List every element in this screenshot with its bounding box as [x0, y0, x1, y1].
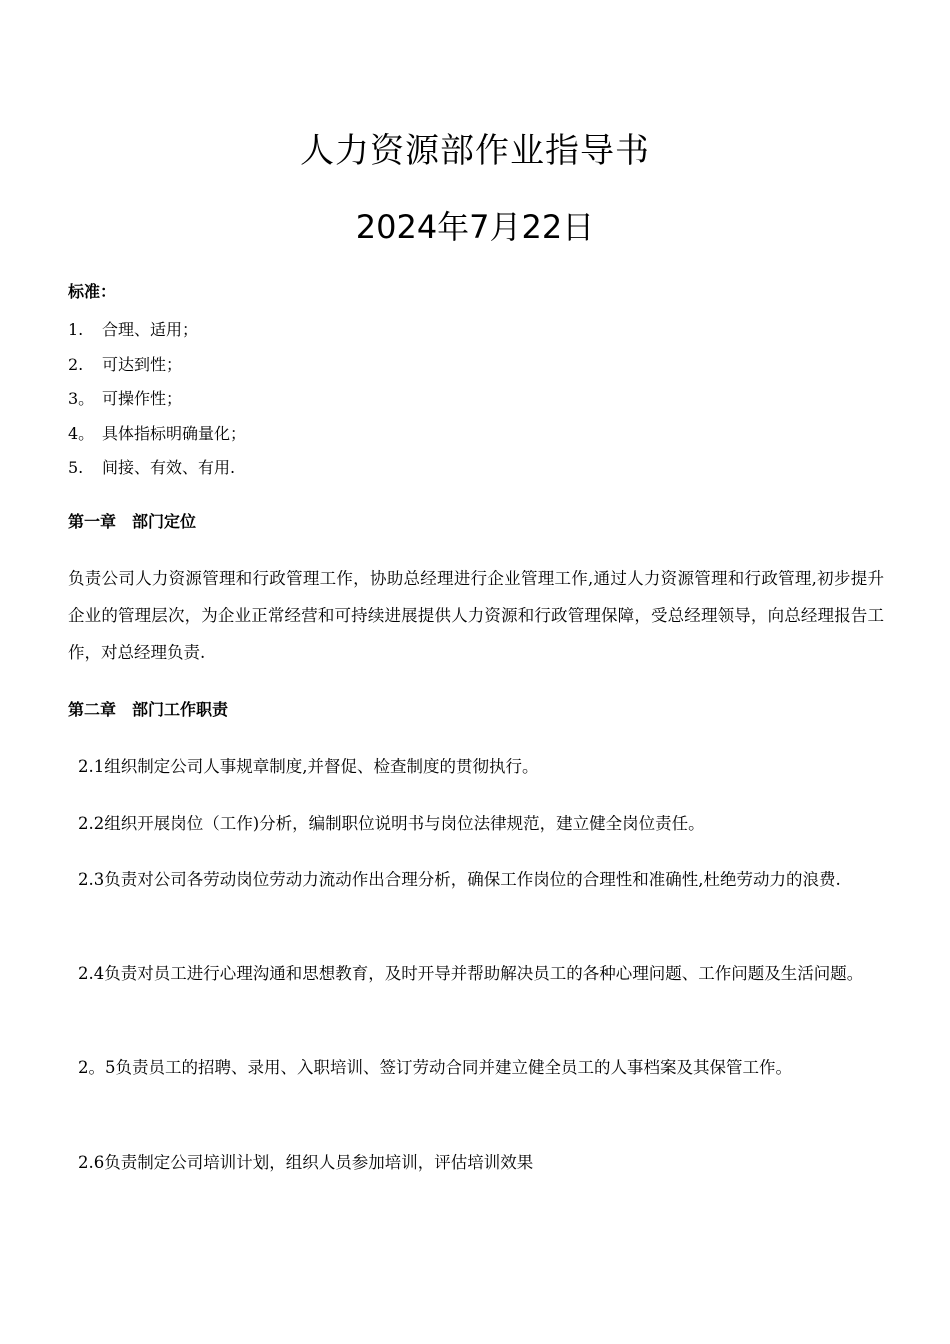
list-item-number: 3。 — [68, 389, 95, 408]
list-item — [68, 348, 246, 383]
duty-item-2-1: 2.1组织制定公司人事规章制度,并督促、检查制度的贯彻执行。 — [78, 757, 539, 776]
chapter1-heading: 第一章 部门定位 — [68, 512, 197, 531]
list-item — [68, 417, 246, 452]
list-item-text: 可达到性； — [102, 354, 183, 374]
duty-item-2-2: 2.2组织开展岗位（工作)分析，编制职位说明书与岗位法律规范，建立健全岗位责任。 — [78, 814, 705, 833]
list-item-number: 5. — [68, 458, 84, 477]
list-item-text: 具体指标明确量化； — [102, 423, 247, 443]
list-item-text: 合理、适用； — [102, 320, 199, 339]
chapter2-heading: 第二章 部门工作职责 — [68, 700, 229, 719]
list-item-number: 2. — [68, 354, 84, 374]
duty-item-2-3: 2.3负责对公司各劳动岗位劳动力流动作出合理分析，确保工作岗位的合理性和准确性,杜绝劳动力的浪费. — [78, 870, 841, 889]
standards-label: 标准： — [68, 282, 117, 301]
list-item-text: 可操作性； — [102, 389, 183, 408]
list-item — [68, 451, 246, 486]
list-item-text: 间接、有效、有用. — [102, 458, 236, 477]
list-item — [68, 382, 246, 417]
list-item-number: 1. — [68, 320, 84, 339]
list-item — [68, 313, 246, 348]
document-title: 人力资源部作业指导书 — [300, 131, 650, 171]
duty-item-2-5: 2。5负责员工的招聘、录用、入职培训、签订劳动合同并建立健全员工的人事档案及其保管工作。 — [78, 1058, 792, 1077]
standards-list — [68, 313, 246, 486]
document-date: 2024年7月22日 — [355, 208, 595, 246]
duty-item-2-4: 2.4负责对员工进行心理沟通和思想教育，及时开导并帮助解决员工的各种心理问题、工作问题及生活问题。 — [78, 964, 864, 983]
chapter1-body: 负责公司人力资源管理和行政管理工作，协助总经理进行企业管理工作,通过人力资源管理和行政管理,初步提升企业的管理层次，为企业正常经营和可持续进展提供人力资源和行政管理保障，受总经理领导，向总经理报告工作，对总经理负责. — [68, 569, 884, 662]
duty-item-2-6: 2.6负责制定公司培训计划，组织人员参加培训，评估培训效果 — [78, 1153, 534, 1172]
list-item-number: 4。 — [68, 423, 95, 443]
